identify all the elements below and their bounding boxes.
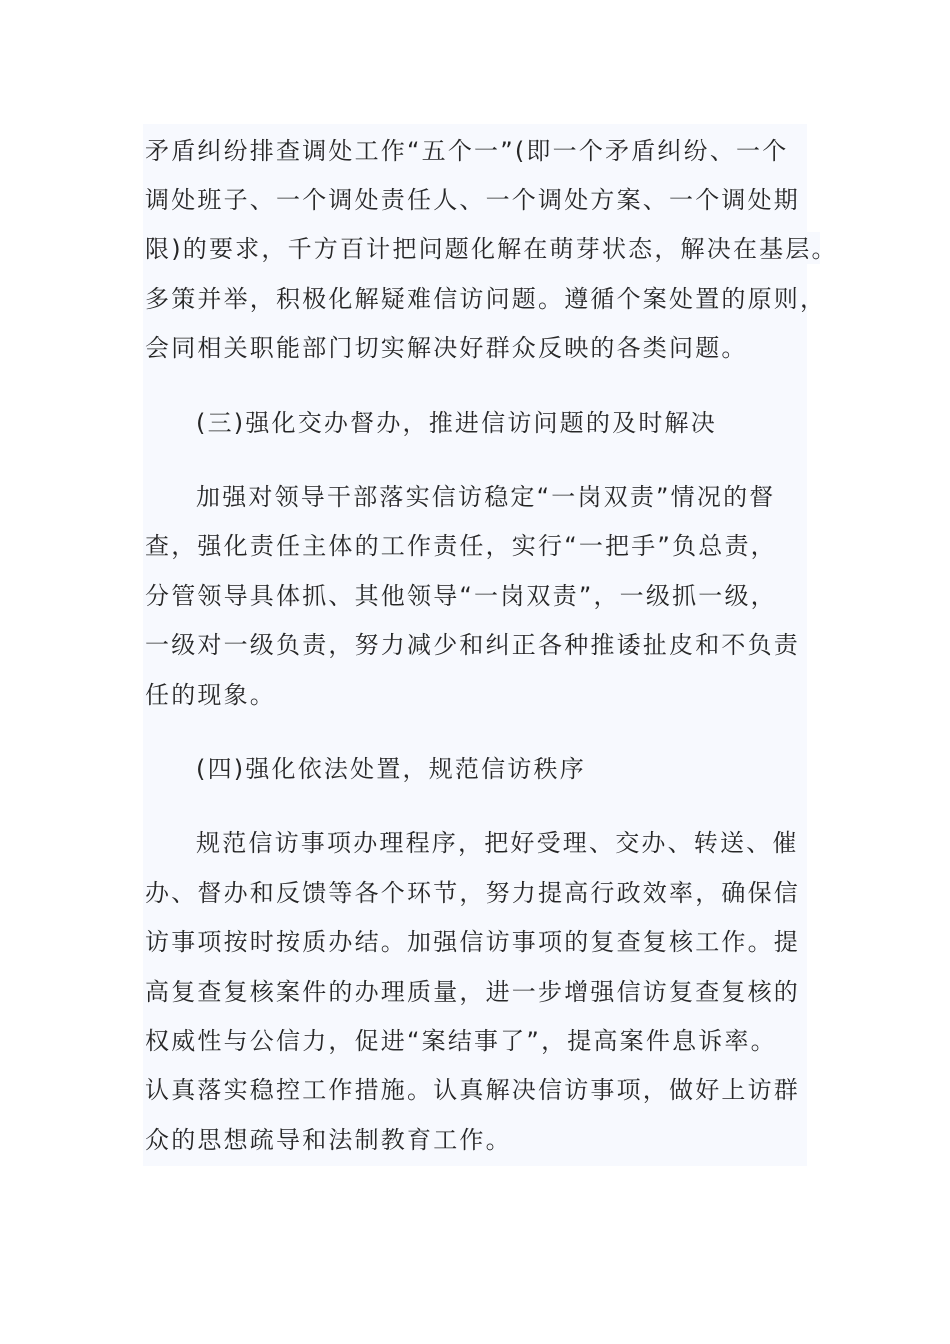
- paragraph-line: 加强对领导干部落实信访稳定“一岗双责”情况的督: [196, 483, 776, 511]
- paragraph-line: 多策并举，积极化解疑难信访问题。遵循个案处置的原则，: [145, 285, 827, 313]
- paragraph-line: 限)的要求，千方百计把问题化解在萌芽状态，解决在基层。: [145, 235, 838, 263]
- paragraph-line: 调处班子、一个调处责任人、一个调处方案、一个调处期: [145, 186, 800, 214]
- section-heading-4: (四)强化依法处置，规范信访秩序: [196, 755, 586, 783]
- paragraph-line: 高复查复核案件的办理质量，进一步增强信访复查复核的: [145, 978, 800, 1006]
- paragraph-line: 认真落实稳控工作措施。认真解决信访事项，做好上访群: [145, 1076, 800, 1104]
- paragraph-line: 规范信访事项办理程序，把好受理、交办、转送、催: [196, 829, 799, 857]
- paragraph-line: 一级对一级负责，努力减少和纠正各种推诿扯皮和不负责: [145, 631, 800, 659]
- paragraph-line: 矛盾纠纷排查调处工作“五个一”(即一个矛盾纠纷、一个: [145, 137, 789, 165]
- paragraph-line: 查，强化责任主体的工作责任，实行“一把手”负总责，: [145, 532, 777, 560]
- paragraph-line: 访事项按时按质办结。加强信访事项的复查复核工作。提: [145, 928, 800, 956]
- paragraph-line: 分管领导具体抓、其他领导“一岗双责”，一级抓一级，: [145, 582, 777, 610]
- paragraph-line: 任的现象。: [145, 681, 276, 709]
- paragraph-line: 会同相关职能部门切实解决好群众反映的各类问题。: [145, 334, 748, 362]
- paragraph-line: 权威性与公信力，促进“案结事了”，提高案件息诉率。: [145, 1027, 777, 1055]
- paragraph-line: 众的思想疏导和法制教育工作。: [145, 1126, 512, 1154]
- section-heading-3: (三)强化交办督办，推进信访问题的及时解决: [196, 409, 717, 437]
- paragraph-line: 办、督办和反馈等各个环节，努力提高行政效率，确保信: [145, 879, 800, 907]
